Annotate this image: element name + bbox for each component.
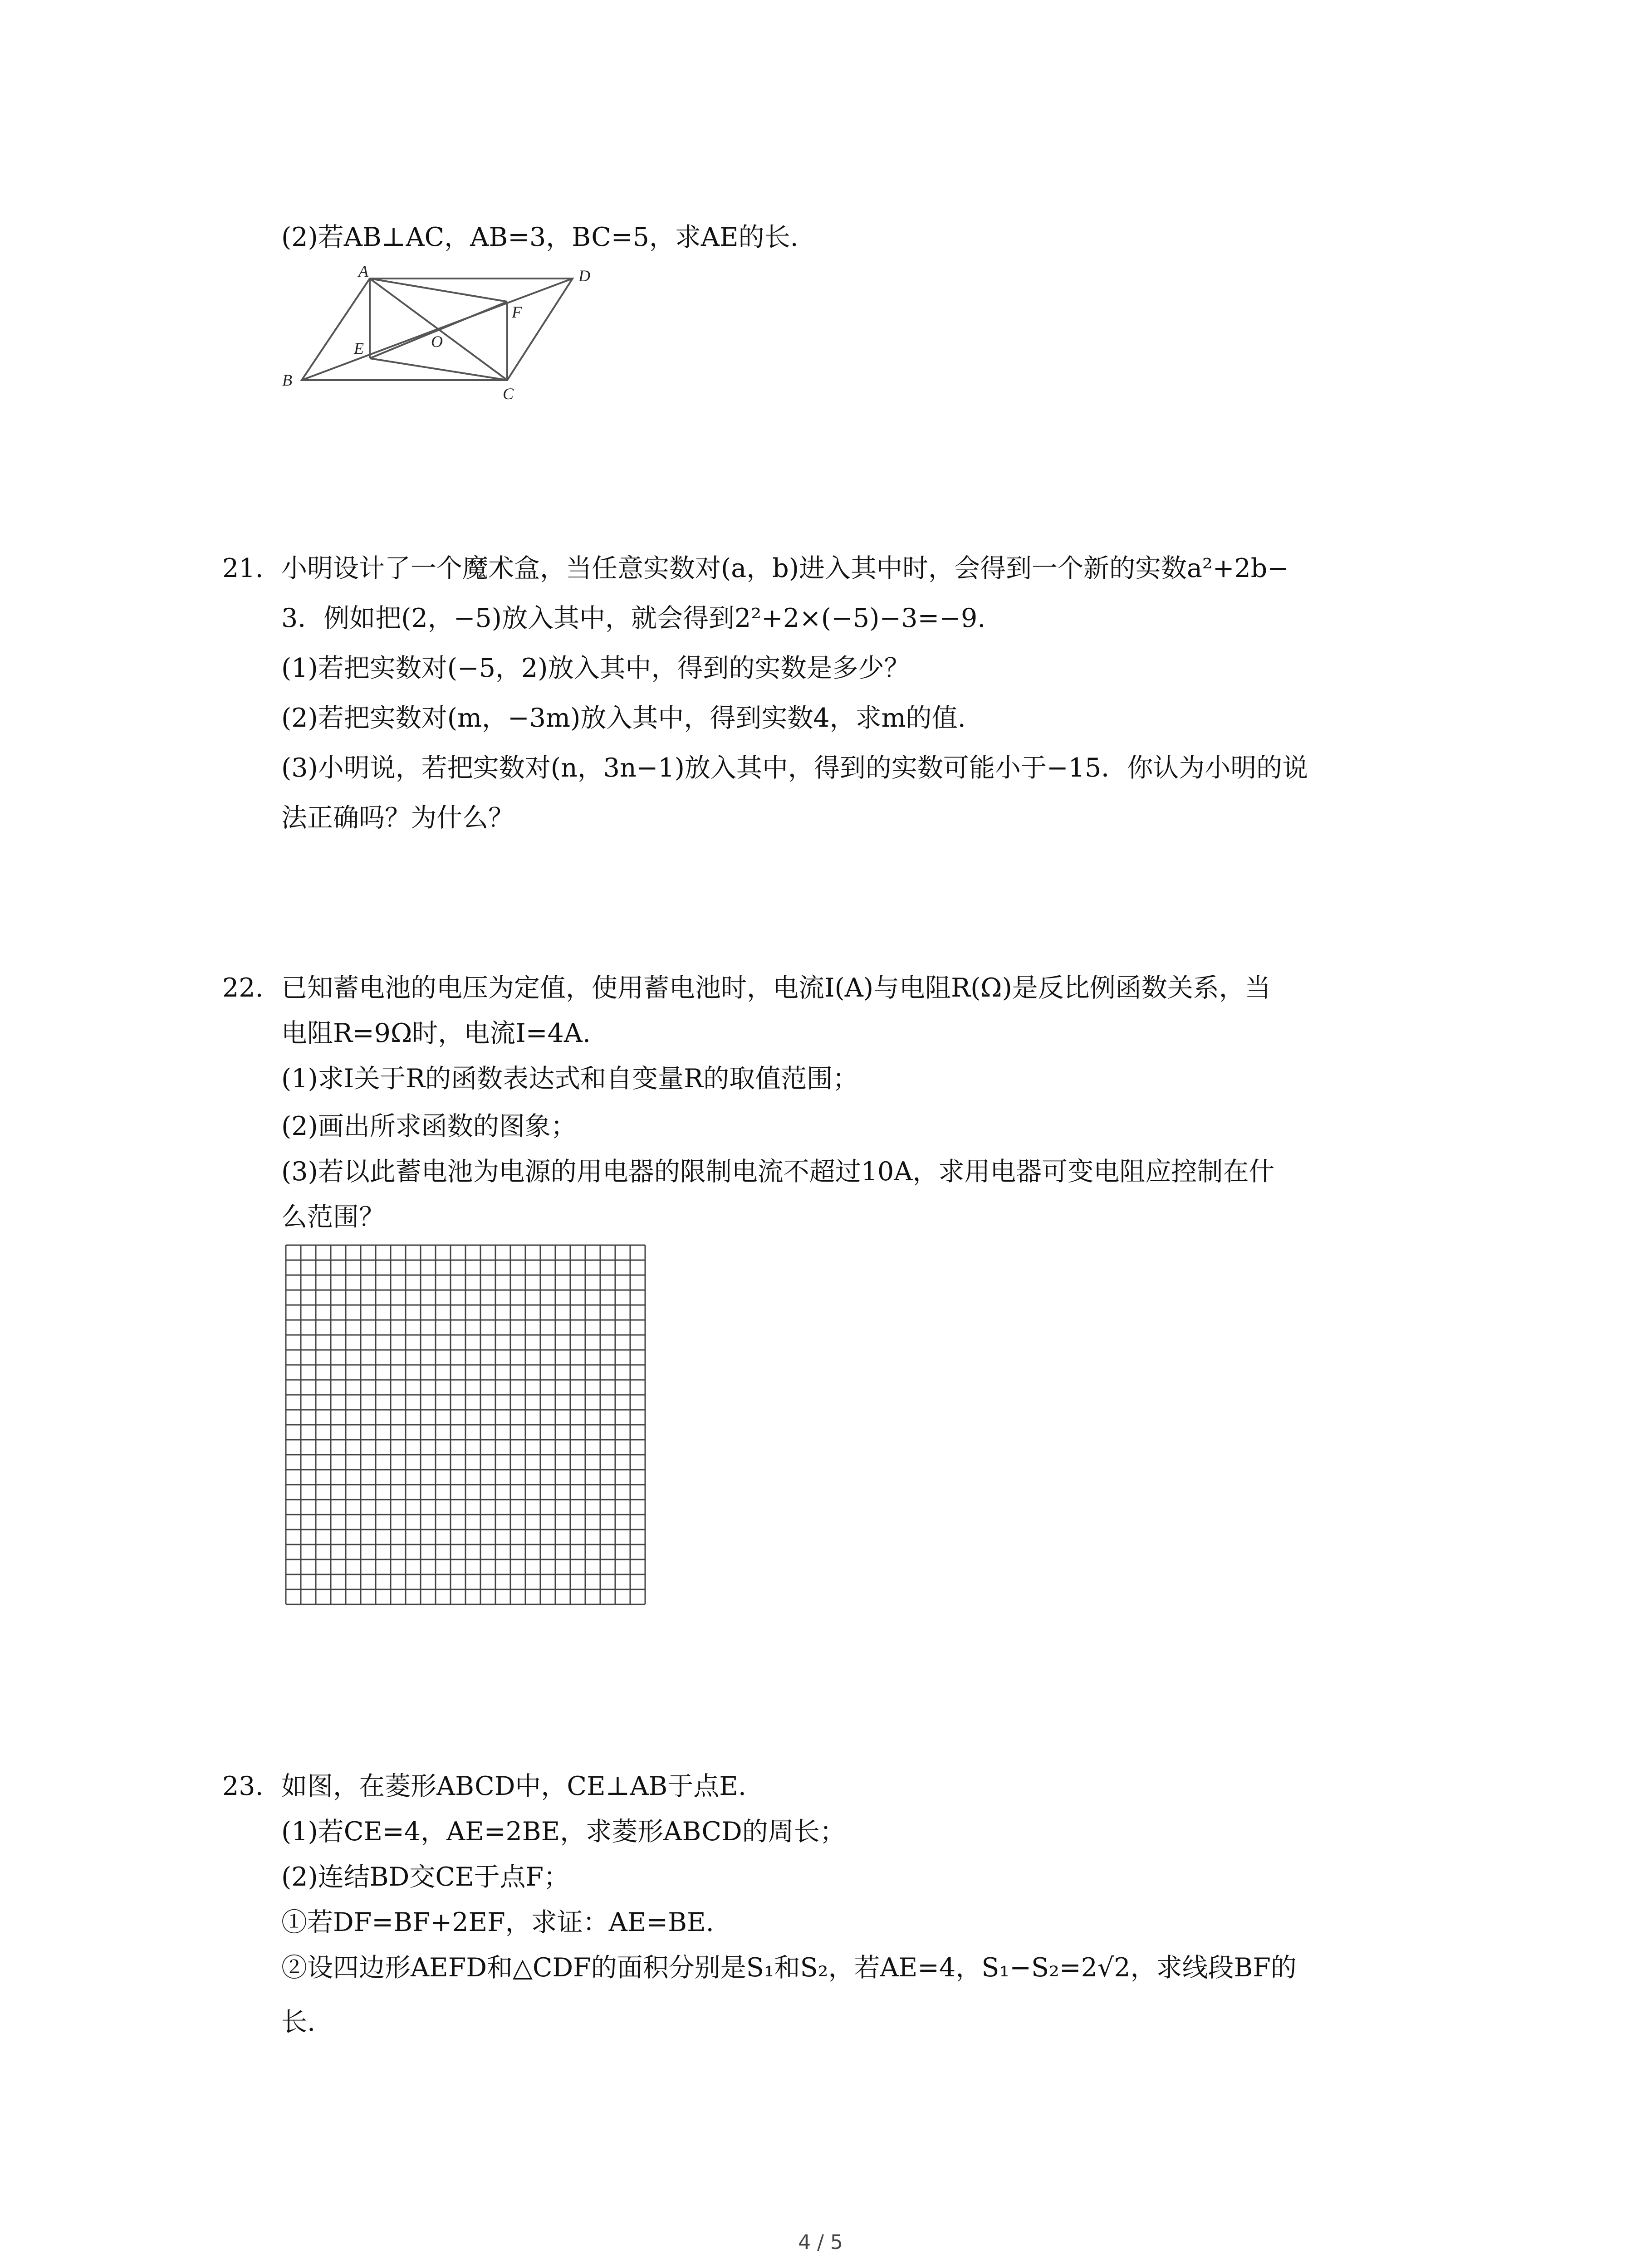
q23-line-1: 如图，在菱形ABCD中，CE⊥AB于点E. bbox=[281, 1771, 747, 1801]
segment-ec bbox=[370, 358, 507, 380]
q21-line-5: (3)小明说，若把实数对(n，3n−1)放入其中，得到的实数可能小于−15．你认为小明的说 bbox=[281, 753, 1308, 783]
parallelogram-abcd bbox=[302, 279, 573, 380]
q21-line-6: 法正确吗？为什么？ bbox=[281, 803, 514, 833]
page-number: 4 / 5 bbox=[798, 2231, 843, 2254]
label-f: F bbox=[512, 303, 522, 321]
q21-line-2: 3．例如把(2，−5)放入其中，就会得到2²+2×(−5)−3=−9. bbox=[281, 603, 986, 633]
q23-number: 23. bbox=[222, 1771, 264, 1801]
q22-number: 22. bbox=[222, 973, 264, 1003]
label-c: C bbox=[503, 385, 514, 403]
segment-af bbox=[370, 279, 507, 302]
label-a: A bbox=[358, 262, 368, 280]
q23-line-4: ①若DF=BF+2EF，求证：AE=BE. bbox=[281, 1907, 714, 1937]
segment-ef bbox=[370, 302, 507, 358]
q23-line-6: 长. bbox=[281, 2007, 316, 2037]
q22-line-3: (1)求I关于R的函数表达式和自变量R的取值范围； bbox=[281, 1064, 859, 1094]
q21-line-1: 小明设计了一个魔术盒，当任意实数对(a，b)进入其中时，会得到一个新的实数a²+2b− bbox=[281, 553, 1289, 583]
diagonal-bd bbox=[302, 279, 573, 380]
q22-line-2: 电阻R=9Ω时，电流I=4A. bbox=[281, 1018, 591, 1048]
q23-line-2: (1)若CE=4，AE=2BE，求菱形ABCD的周长； bbox=[281, 1817, 846, 1847]
q21-line-4: (2)若把实数对(m，−3m)放入其中，得到实数4，求m的值. bbox=[281, 703, 966, 733]
q22-line-5: (3)若以此蓄电池为电源的用电器的限制电流不超过10A，求用电器可变电阻应控制在什 bbox=[281, 1157, 1275, 1187]
q22-line-6: 么范围？ bbox=[281, 1202, 385, 1232]
label-o: O bbox=[431, 332, 443, 351]
q20-part2-text: (2)若AB⊥AC，AB=3，BC=5，求AE的长. bbox=[281, 222, 798, 252]
q21-line-3: (1)若把实数对(−5，2)放入其中，得到的实数是多少？ bbox=[281, 653, 910, 683]
q22-line-1: 已知蓄电池的电压为定值，使用蓄电池时，电流I(A)与电阻R(Ω)是反比例函数关系，当 bbox=[281, 973, 1271, 1003]
label-d: D bbox=[578, 267, 590, 285]
label-e: E bbox=[354, 339, 364, 357]
q21-number: 21. bbox=[222, 553, 264, 583]
label-b: B bbox=[282, 371, 292, 389]
diagonal-ac bbox=[370, 279, 507, 380]
q23-line-5: ②设四边形AEFD和△CDF的面积分别是S₁和S₂，若AE=4，S₁−S₂=2√2，求线段BF的 bbox=[281, 1953, 1297, 1983]
q23-line-3: (2)连结BD交CE于点F； bbox=[281, 1862, 570, 1892]
q22-line-4: (2)画出所求函数的图象； bbox=[281, 1111, 577, 1141]
